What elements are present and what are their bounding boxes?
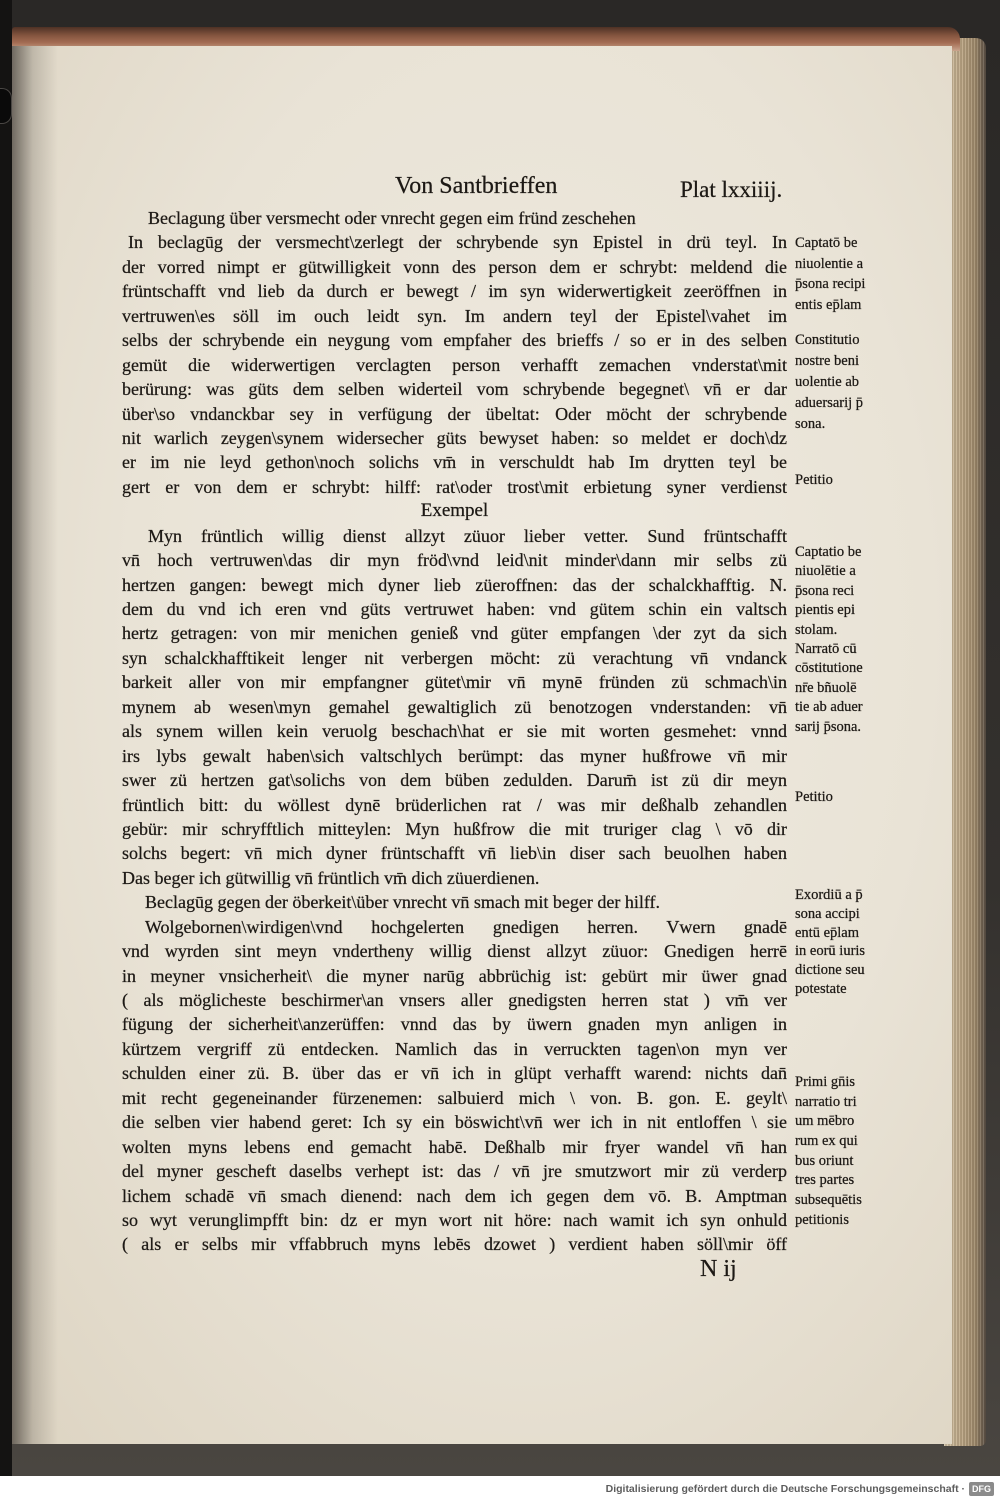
text-line: früntschafft vnd lieb da durch er bewegt / im syn widerwertigkeit zeeröffnen in (122, 281, 787, 302)
text-line: in meyner vnsicherheit\ die myner narūg abbrüchig ist: gebürt mir üwer gnad (122, 965, 787, 986)
marginal-note-line: Primi gn̄is (795, 1074, 856, 1090)
marginal-note-line: dictione seu (795, 962, 865, 979)
marginal-note-line: Petitio (795, 789, 833, 805)
marginal-note-line: nr̄e bñuolē (795, 679, 857, 696)
marginal-note-line: tie ab aduer (795, 699, 863, 716)
marginal-note-line: Captatō be (795, 235, 858, 251)
running-head: Von Santbrieffen (395, 173, 558, 199)
marginal-note-line: sona. (795, 416, 826, 432)
marginal-note-line: niuolētie a (795, 563, 856, 580)
marginal-note (795, 787, 890, 807)
marginal-note-line: niuolentie a (795, 255, 864, 272)
text-line: ( als möglicheste beschirmer\an vnsers aller gnedigsten herren stat ) vm̄ ver (122, 990, 787, 1010)
text-line: hertz getragen: von mir menichen genieß vnd güter empfangen \der zyt da sich (122, 623, 787, 644)
text-line: der vorred nimpt er gütwilligkeit vonn des person dem er schrybt: meldend die (122, 256, 787, 277)
text-line: dem du vnd ich eren vnd güts vertruwet haben: vnd gütem schin ein valtsch (122, 599, 787, 619)
text-line: er im nie leyd gethon\noch solichs vm̄ in verschuldt hab Im drytten teyl be (122, 452, 787, 473)
marginal-note-line: petitionis (795, 1211, 849, 1228)
text-line: gebür: mir schryfftlich mitteylen: Myn hußfrow die mit truriger clag \ vō dir (122, 818, 787, 839)
text-line: vnd wyrden sint meyn vndertheny willig dienst allzyt züuor: Gnedigen herrē (122, 941, 787, 962)
marginal-note-line: pientis epi (795, 602, 856, 619)
text-line: als synem willen kein veruolg beschach\hat er sie mit worten gesmehet: vnnd (122, 721, 787, 742)
text-line: kürtzem vergriff zü entdecken. Namlich das in verruckten tagen\on myn ver (122, 1038, 787, 1059)
text-line: ( als er selbs mir vffabbruch myns lebēs dzowet ) verdient haben söll\mir öff (122, 1234, 787, 1255)
text-line: barkeit aller von mir empfangner gütet\mir vn̄ mynē fründen zü schmach\in (122, 672, 787, 693)
marginal-note-line: narratio tri (795, 1093, 857, 1110)
marginal-note-line: Petitio (795, 472, 833, 488)
binding-clip (0, 88, 12, 124)
section-heading: Beclagung über versmecht oder vnrecht gegen eim fründ zeschehen (148, 208, 636, 228)
binding-edge (0, 0, 12, 1476)
text-line: irs lybs gewalt haben\sich valtschlych berümpt: das myner hußfrowe vn̄ mir (122, 745, 787, 766)
text-line: Das beger ich gütwillig vn̄ früntlich vm̄ dich züuerdienen. (122, 867, 540, 888)
text-line: vertruwen\es söll im ouch leidt syn. Im andern teyl der Epistel\vahet im (122, 305, 787, 326)
text-line: syn schalckhafftikeit lenger nit verbergen möcht: zü verachtung vn̄ vndanck (122, 647, 787, 668)
marginal-note-line: cōstitutione (795, 660, 863, 677)
text-line: früntlich bitt: du wöllest dynē brüderlichen rat / was mir deßhalb zehandlen (122, 794, 787, 815)
marginal-note-line: bus oriunt (795, 1152, 854, 1169)
main-text-column (122, 206, 787, 1257)
marginal-note-line: nostre beni (795, 353, 860, 369)
text-line: gemüt die widerwertigen verclagten person verhafft zemachen vnderstat\mit (122, 354, 787, 375)
text-line: gert er von dem er schrybt: hilff: rat\oder trost\mit erbietung syner verdienst (122, 476, 787, 497)
marginal-note-line: potestate (795, 980, 847, 997)
text-line: swer zü hertzen gat\solichs von dem büben zedulden. Darum̄ ist zü dir meyn (122, 770, 787, 791)
marginal-note-line: rum ex qui (795, 1133, 858, 1150)
marginal-note-line: tres partes (795, 1172, 855, 1189)
marginal-note (795, 543, 890, 737)
marginal-note-line: sona accipi (795, 905, 860, 922)
marginal-note-line: p̄sona recipi (795, 276, 866, 293)
marginal-note-line: Exordiū a p̄ (795, 887, 863, 903)
text-line: mynem ab wesen\myn gemahel gewaltiglich zü benotzogen vnderstanden: vn̄ (122, 696, 787, 717)
text-line: über\so vndanckbar sey in verfügung der übeltat: Oder möcht der schrybende (122, 403, 787, 424)
example-heading: Exempel (420, 500, 489, 522)
text-line: mit recht gegeneinander fürzenemen: salbuierd mich \ von. B. gon. E. geylt\ (122, 1087, 787, 1108)
marginal-note-line: in eorū iuris (795, 943, 866, 960)
digitization-footer (0, 1476, 1000, 1502)
footer-credit: Digitalisierung gefördert durch die Deutsche Forschungsgemeinschaft · (605, 1483, 965, 1495)
marginal-note (795, 233, 890, 316)
marginal-note-line: entū ep̄lam (795, 924, 860, 941)
gutter-shadow (12, 46, 58, 1444)
marginal-note (795, 886, 890, 999)
marginal-note-line: entis ep̄lam (795, 297, 862, 314)
text-line: schulden einer zü. B. über das er vn̄ ich in glüpt verhafft warend: nichts dan̄ (122, 1063, 787, 1084)
marginal-note (795, 1073, 890, 1231)
text-line: fügung der sicherheit\anzerüffen: vnnd das by üwern gnaden myn anligen in (122, 1014, 787, 1035)
text-line: solchs begert: vn̄ mich dyner früntschafft vn̄ lieb\in diser sach beuolhen haben (122, 843, 787, 864)
text-line: so wyt verunglimpfft bin: dz er myn wort nit höre: nach wamit ich syn onhuld (122, 1209, 787, 1230)
signature-mark: N ij (700, 1256, 737, 1282)
dfg-logo-icon: DFG (969, 1482, 994, 1496)
marginal-note-line: Narratō cū (795, 640, 857, 657)
text-line: In beclagūg der versmecht\zerlegt der schrybende syn Epistel in drü teyl. In (128, 232, 787, 253)
marginal-note (795, 330, 890, 435)
marginal-note-line: p̄sona reci (795, 582, 855, 599)
text-line: vn̄ hoch vertruwen\das dir myn fröd\vnd leid\nit minder\dann mir selbs zü (122, 550, 787, 571)
marginal-note-line: um mēbro (795, 1113, 855, 1130)
text-line: hertzen gangen: bewegt mich dyner lieb züeroffnen: das der schalckhafftig. N. (122, 574, 787, 595)
text-line: Wolgebornen\wirdigen\vnd hochgelerten gnedigen herren. Vwern gnadē (145, 916, 787, 937)
marginal-note-line: Constitutio (795, 332, 860, 348)
marginal-note-line: subsequētis (795, 1192, 862, 1209)
text-line: lichem schadē vn̄ smach dienend: nach dem ich gegen dem vō. B. Amptman (122, 1185, 787, 1206)
section-heading: Beclagūg gegen der öberkeit\über vnrecht vn̄ smach mit beger der hilff. (145, 892, 660, 913)
text-line: berürung: was güts dem selben widerteil vom schrybende begegnet\ vn̄ er dar (122, 379, 787, 400)
text-line: selbs der schrybende ein neygung vom empfaher des brieffs / so er in des selben (122, 330, 787, 351)
marginal-note-line: Captatio be (795, 544, 862, 560)
text-line: Myn früntlich willig dienst allzyt züuor lieber vetter. Sund früntschafft (148, 525, 787, 546)
folio-number: Plat lxxiiij. (680, 177, 783, 202)
marginal-note-line: aduersarij p̄ (795, 395, 864, 411)
text-line: del myner gescheft daselbs verhept ist: das / vn̄ jre smutzwort mir zü verderp (122, 1161, 787, 1182)
marginal-note-line: uolentie ab (795, 374, 860, 390)
text-line: die selben vier habend geret: Ich sy ein böswicht\vn̄ wer ich in nit entloffen \ sie (122, 1112, 787, 1133)
text-line: nit warlich zeygen\synem widersecher güts bewyset haben: so meldet er doch\dz (122, 427, 787, 448)
marginal-note-line: sarij p̄sona. (795, 718, 862, 735)
text-line: wolten myns lebens end gemacht habē. Deßhalb mir fryer wandel vn̄ han (122, 1136, 787, 1157)
marginal-note-line: stolam. (795, 621, 838, 638)
marginal-note (795, 470, 890, 490)
